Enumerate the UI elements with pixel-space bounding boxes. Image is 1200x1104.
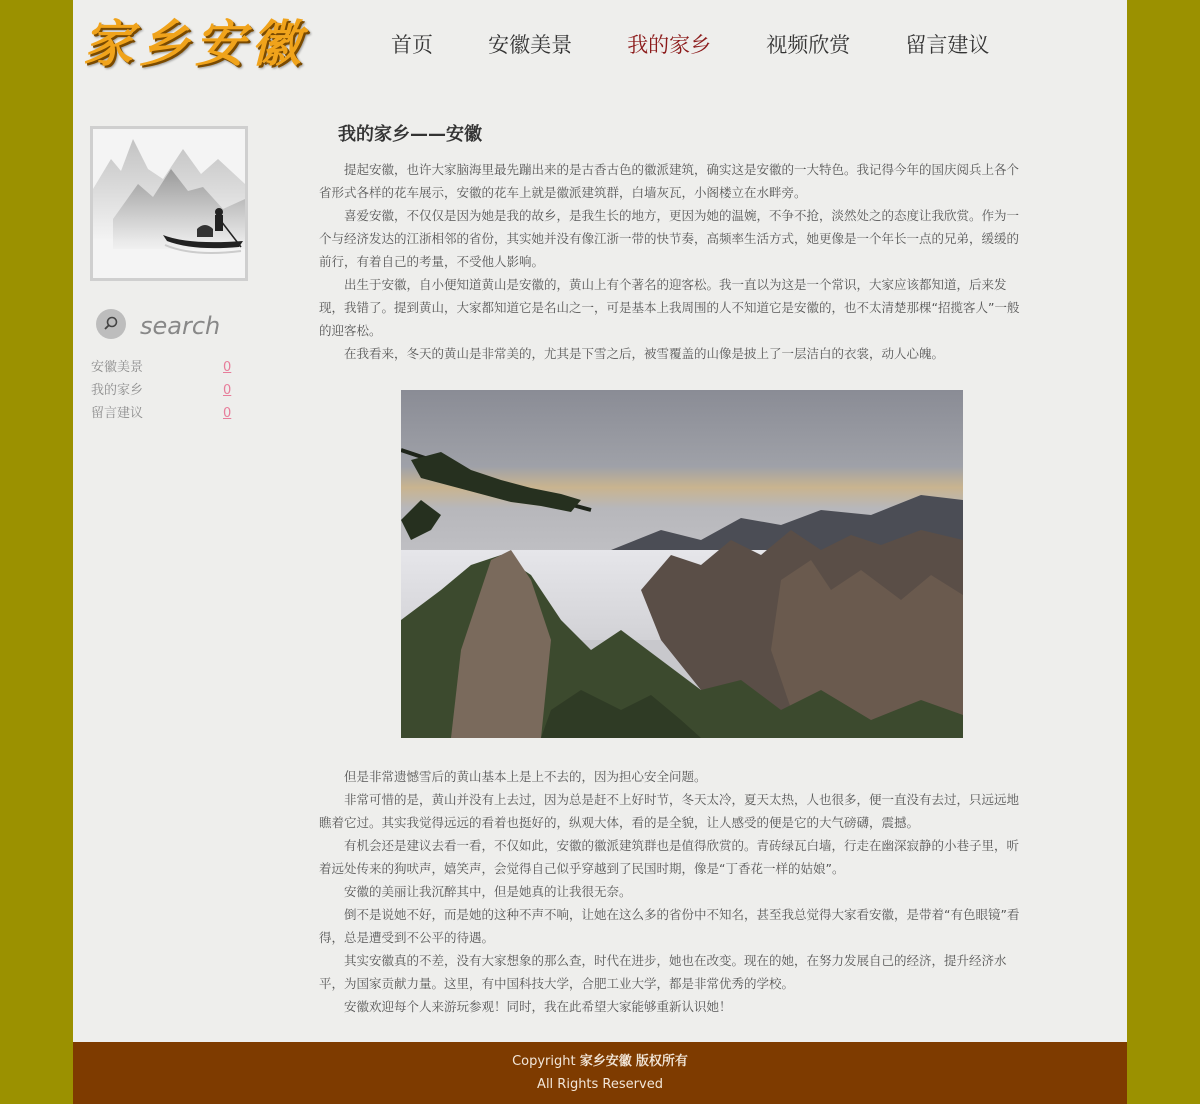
huangshan-photo [401, 390, 963, 738]
search-input[interactable] [138, 307, 302, 345]
article-paragraph: 非常可惜的是，黄山并没有上去过，因为总是赶不上好时节，冬天太冷，夏天太热，人也很多，便一直没有去过，只远远地瞧着它过。其实我觉得远远的看着也挺好的，纵观大体，看的是全貌，让人感受的便是它的大气磅礴，震撼。 [319, 792, 1020, 830]
article-paragraph: 安徽欢迎每个人来游玩参观！同时，我在此希望大家能够重新认识她！ [344, 999, 732, 1014]
rights-line: All Rights Reserved [537, 1077, 663, 1092]
copyright-suffix: 版权所有 [635, 1054, 688, 1069]
nav-my-hometown[interactable]: 我的家乡 [627, 33, 712, 57]
nav-home[interactable]: 首页 [391, 33, 433, 57]
site-footer [73, 1042, 1127, 1104]
nav-anhui-scenery[interactable]: 安徽美景 [488, 33, 573, 57]
article-paragraph: 其实安徽真的不差，没有大家想象的那么查，时代在进步，她也在改变。现在的她，在努力发展自己的经济，提升经济水平，为国家贡献力量。这里，有中国科技大学，合肥工业大学，都是非常优秀的学校。 [319, 953, 1007, 991]
search-button[interactable] [96, 309, 126, 339]
sidebar-ink-landscape-image [90, 126, 248, 281]
nav-feedback[interactable]: 留言建议 [905, 33, 990, 57]
category-item [91, 356, 236, 379]
copyright-site-name: 家乡安徽 [579, 1054, 632, 1069]
page-container [73, 0, 1127, 1104]
category-item [91, 379, 236, 402]
search-icon [96, 309, 126, 339]
article-paragraph: 在我看来，冬天的黄山是非常美的，尤其是下雪之后，被雪覆盖的山像是披上了一层洁白的衣裳，动人心魄。 [344, 346, 945, 361]
category-label[interactable]: 留言建议 [91, 406, 144, 421]
article-paragraph: 喜爱安徽，不仅仅是因为她是我的故乡，是我生长的地方，更因为她的温婉，不争不抢，淡然处之的态度让我欣赏。作为一个与经济发达的江浙相邻的省份，其实她并没有像江浙一带的快节奏，高频率生活方式，她更像是一个年长一点的兄弟，缓缓的前行，有着自己的考量，不受他人影响。 [319, 208, 1020, 269]
category-label[interactable]: 安徽美景 [91, 360, 144, 375]
article-body-bottom [319, 765, 1021, 1018]
site-logo[interactable]: 家乡安徽 [83, 14, 307, 73]
ink-landscape-illustration [93, 129, 245, 278]
category-count-link[interactable]: 0 [223, 406, 232, 421]
article-paragraph: 出生于安徽，自小便知道黄山是安徽的，黄山上有个著名的迎客松。我一直以为这是一个常识，大家应该都知道，后来发现，我错了。提到黄山，大家都知道它是名山之一，可是基本上我周围的人不知道它是安徽的，也不太清楚那棵“招揽客人”一般的迎客松。 [319, 277, 1020, 338]
category-list [91, 356, 236, 425]
category-item [91, 402, 236, 425]
article-paragraph: 提起安徽，也许大家脑海里最先蹦出来的是古香古色的徽派建筑，确实这是安徽的一大特色。我记得今年的国庆阅兵上各个省形式各样的花车展示，安徽的花车上就是徽派建筑群，白墙灰瓦，小阁楼立在水畔旁。 [319, 162, 1020, 200]
article-title: 我的家乡——安徽 [338, 124, 482, 145]
copyright-prefix: Copyright [512, 1054, 576, 1069]
article-paragraph: 有机会还是建议去看一看，不仅如此，安徽的徽派建筑群也是值得欣赏的。青砖绿瓦白墙，行走在幽深寂静的小巷子里，听着远处传来的狗吠声，嬉笑声，会觉得自己似乎穿越到了民国时期，像是“丁香花一样的姑娘”。 [319, 838, 1020, 876]
main-nav [391, 22, 1039, 68]
article-paragraph: 倒不是说她不好，而是她的这种不声不响，让她在这么多的省份中不知名，甚至我总觉得大家看安徽，是带着“有色眼镜”看得，总是遭受到不公平的待遇。 [319, 907, 1020, 945]
category-count-link[interactable]: 0 [223, 360, 232, 375]
copyright-line [73, 1042, 1127, 1073]
category-label[interactable]: 我的家乡 [91, 383, 144, 398]
nav-video[interactable]: 视频欣赏 [766, 33, 851, 57]
mountain-sea-of-clouds-image [401, 390, 963, 738]
article-paragraph: 但是非常遗憾雪后的黄山基本上是上不去的，因为担心安全问题。 [344, 769, 707, 784]
article-paragraph: 安徽的美丽让我沉醉其中，但是她真的让我很无奈。 [344, 884, 632, 899]
category-count-link[interactable]: 0 [223, 383, 232, 398]
article-body-top [319, 158, 1021, 365]
search-box [96, 305, 296, 345]
